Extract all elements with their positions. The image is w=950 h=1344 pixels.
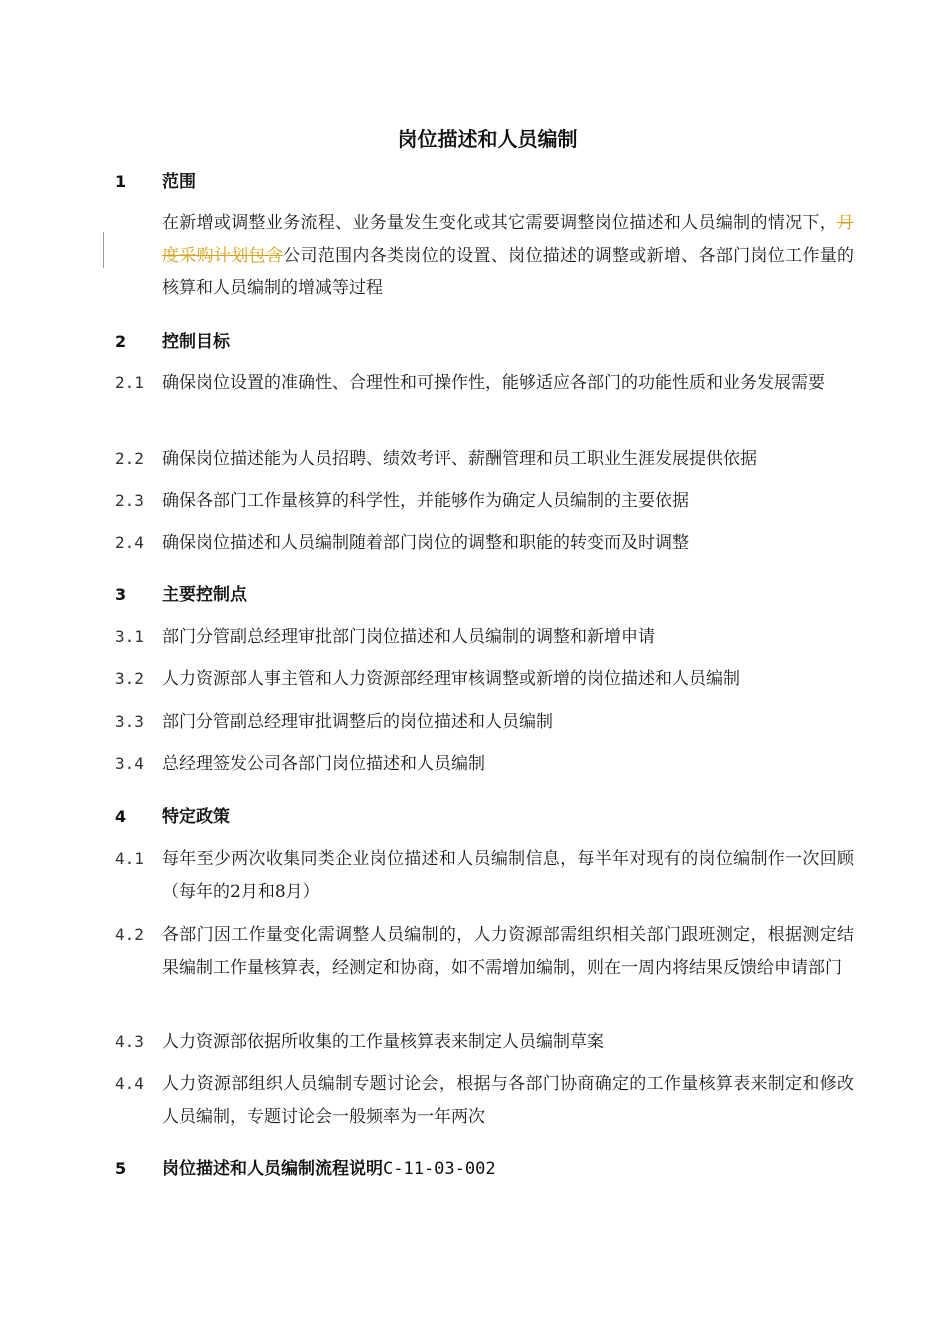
section-number: 1 [115,172,127,191]
section-title: 范围 [162,172,196,192]
item-number: 3.4 [115,754,144,773]
scope-text-after: 公司范围内各类岗位的设置、岗位描述的调整或新增、各部门岗位工作量的核算和人员编制的增减等过程 [162,245,855,298]
item-number: 4.3 [115,1032,144,1051]
item-text: 每年至少两次收集同类企业岗位描述和人员编制信息，每半年对现有的岗位编制作一次回顾（每年的2月和8月） [162,849,854,902]
item-number: 2.3 [115,491,144,510]
item-text: 人力资源部人事主管和人力资源部经理审核调整或新增的岗位描述和人员编制 [162,669,740,689]
item-text: 确保岗位描述能为人员招聘、绩效考评、薪酬管理和员工职业生涯发展提供依据 [162,449,757,469]
tracked-deletion: 月度采购计划包含 [162,213,854,266]
document-title: 岗位描述和人员编制 [397,127,578,151]
revision-change-bar [103,232,104,268]
scope-text-before: 在新增或调整业务流程、业务量发生变化或其它需要调整岗位描述和人员编制的情况下， [162,213,837,233]
item-text: 人力资源部依据所收集的工作量核算表来制定人员编制草案 [162,1032,604,1052]
item-text: 人力资源部组织人员编制专题讨论会，根据与各部门协商确定的工作量核算表来制定和修改人员编制，专题讨论会一般频率为一年两次 [162,1074,854,1127]
item-number: 2.1 [115,373,144,392]
section-number: 3 [115,585,127,604]
item-text: 部门分管副总经理审批部门岗位描述和人员编制的调整和新增申请 [162,627,655,647]
item-number: 3.1 [115,627,144,646]
item-number: 2.2 [115,449,144,468]
section-title: 特定政策 [162,807,230,827]
item-number: 3.3 [115,712,144,731]
section-title: 主要控制点 [162,585,247,605]
item-number: 4.4 [115,1074,144,1093]
item-text: 总经理签发公司各部门岗位描述和人员编制 [162,754,485,774]
section-number: 2 [115,332,127,351]
item-text: 确保岗位设置的准确性、合理性和可操作性，能够适应各部门的功能性质和业务发展需要 [162,373,825,393]
item-text: 各部门因工作量变化需调整人员编制的，人力资源部需组织相关部门跟班测定，根据测定结果编制工作量核算表，经测定和协商，如不需增加编制，则在一周内将结果反馈给申请部门 [162,925,854,978]
item-number: 2.4 [115,533,144,552]
process-code: C-11-03-002 [383,1159,496,1179]
section-title [162,1153,854,1186]
scope-paragraph [162,207,854,305]
item-number: 3.2 [115,669,144,688]
section-title: 控制目标 [162,332,230,352]
item-number: 4.1 [115,849,144,868]
section-number: 5 [115,1159,127,1178]
item-number: 4.2 [115,925,144,944]
item-text: 确保各部门工作量核算的科学性，并能够作为确定人员编制的主要依据 [162,491,689,511]
item-text: 确保岗位描述和人员编制随着部门岗位的调整和职能的转变而及时调整 [162,533,689,553]
section-title-text: 岗位描述和人员编制流程说明 [162,1159,383,1179]
item-text: 部门分管副总经理审批调整后的岗位描述和人员编制 [162,712,553,732]
section-number: 4 [115,807,127,826]
